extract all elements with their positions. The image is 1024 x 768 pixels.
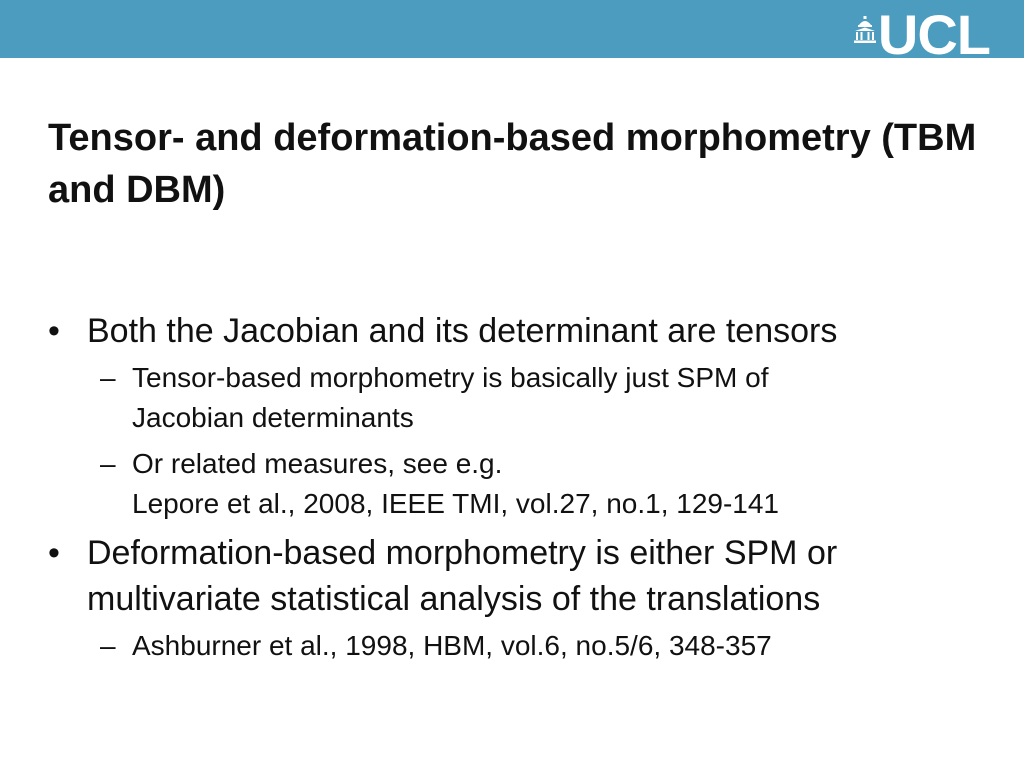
bullet-item: [0, 308, 987, 354]
sub-bullet-text: Or related measures, see e.g.: [132, 448, 503, 479]
ucl-portico-icon: [854, 16, 876, 44]
bullet-marker: •: [48, 312, 60, 350]
bullet-item: [0, 530, 987, 622]
sub-bullet-reference: Ashburner et al., 1998, HBM, vol.6, no.5/6, 348-357: [132, 630, 772, 661]
sub-bullet-marker: –: [100, 630, 116, 661]
sub-bullet-item: [0, 626, 932, 666]
sub-bullet-marker: –: [100, 362, 116, 393]
slide-content: [0, 308, 1024, 666]
slide-title: Tensor- and deformation-based morphometry (TBM and DBM): [48, 117, 977, 211]
bullet-marker: •: [48, 534, 60, 572]
header-bar: [0, 0, 1024, 58]
logo-text: UCL: [877, 12, 990, 58]
ucl-logo: [854, 12, 990, 58]
sub-bullet-item: [0, 358, 932, 438]
sub-bullet-text: Jacobian determinants: [132, 402, 414, 433]
sub-bullet-reference: Lepore et al., 2008, IEEE TMI, vol.27, no.1, 129-141: [132, 488, 780, 519]
bullet-text: Both the Jacobian and its determinant are tensors: [87, 312, 838, 350]
sub-bullet-item: [0, 444, 932, 524]
sub-bullet-text: Tensor-based morphometry is basically just SPM of: [132, 362, 769, 393]
bullet-text: Deformation-based morphometry is either SPM or multivariate statistical analysis of the translations: [87, 534, 838, 618]
sub-bullet-marker: –: [100, 448, 116, 479]
